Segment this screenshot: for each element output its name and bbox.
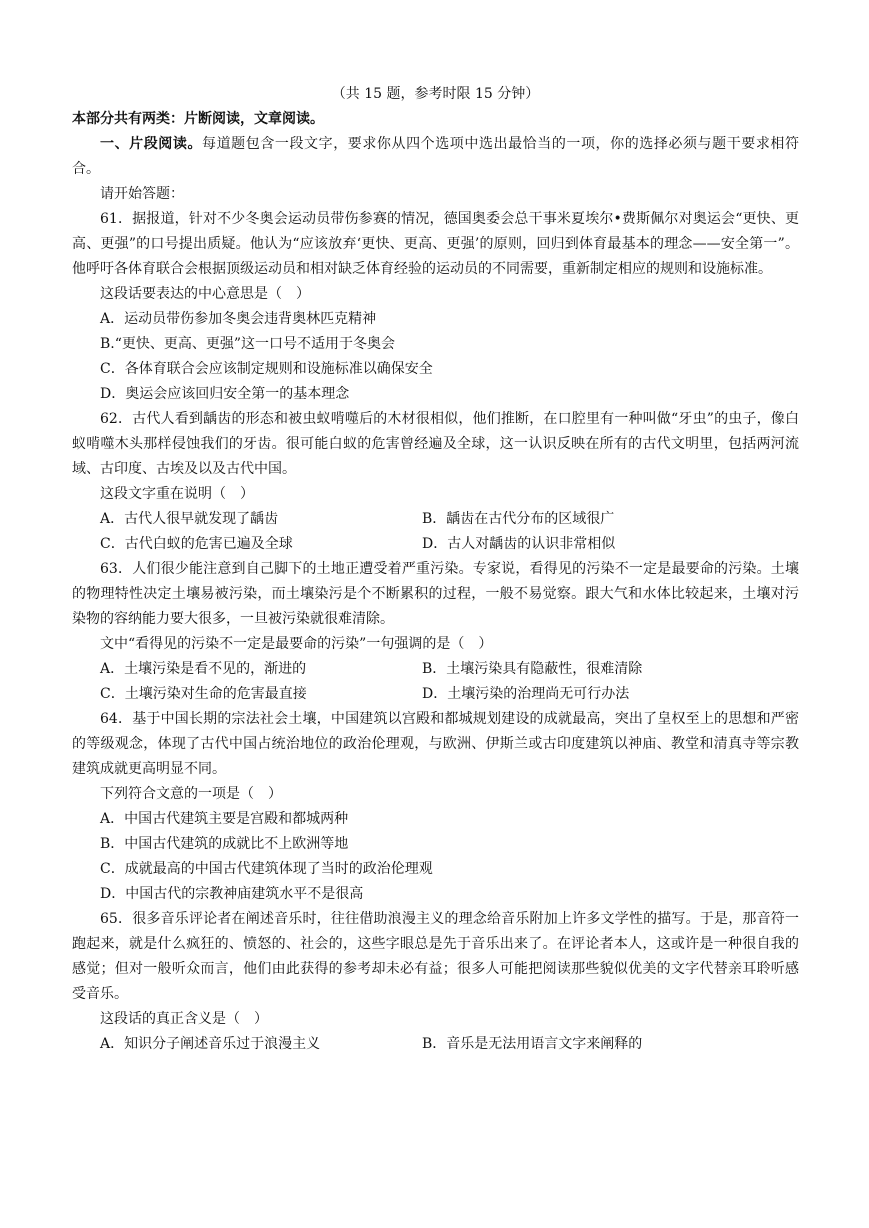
question-63-text: 63．人们很少能注意到自己脚下的土地正遭受着严重污染。专家说，看得见的污染不一定是最要命的污染。土壤的物理特性决定土壤易被污染，而土壤染污是个不断累积的过程，一般不易觉察。跟大气和水体比较起来，土壤对污染物的容纳能力要大很多，一旦被污染就很难清除。 [72, 561, 799, 627]
question-62-option-d: D．古人对龋齿的认识非常相似 [422, 536, 616, 552]
question-62-stem: 这段文字重在说明（ ） [100, 486, 254, 502]
start-prompt: 请开始答题： [100, 186, 184, 202]
question-61-text: 61．据报道，针对不少冬奥会运动员带伤参赛的情况，德国奥委会总干事米夏埃尔•费斯佩尔对奥运会“更快、更高、更强”的口号提出质疑。他认为“应该放弃‘更快、更高、更强’的原则，回归到体育最基本的理念——安全第一”。他呼吁各体育联合会根据顶级运动员和相对缺乏体育经验的运动员的不同需要，重新制定相应的规则和设施标准。 [72, 211, 799, 277]
question-65-options-row-1 [72, 1032, 799, 1057]
question-64-text: 64．基于中国长期的宗法社会土壤，中国建筑以宫殿和都城规划建设的成就最高，突出了皇权至上的思想和严密的等级观念，体现了古代中国占统治地位的政治伦理观，与欧洲、伊斯兰或古印度建筑以神庙、教堂和清真寺等宗教建筑成就更高明显不同。 [72, 711, 799, 777]
part-intro: 本部分共有两类：片断阅读，文章阅读。 [72, 111, 324, 127]
question-61-stem: 这段话要表达的中心意思是（ ） [100, 286, 310, 302]
question-64-option-b: B．中国古代建筑的成就比不上欧洲等地 [100, 836, 349, 852]
question-64-stem: 下列符合文意的一项是（ ） [100, 786, 282, 802]
question-63-options-row-2 [72, 682, 799, 707]
question-63-option-a: A．土壤污染是看不见的，渐进的 [100, 661, 307, 677]
question-63-option-d: D．土壤污染的治理尚无可行办法 [422, 686, 630, 702]
question-65-option-b: B．音乐是无法用语言文字来阐释的 [422, 1036, 643, 1052]
question-65-text: 65．很多音乐评论者在阐述音乐时，往往借助浪漫主义的理念给音乐附加上许多文学性的描写。于是，那音符一跑起来，就是什么疯狂的、愤怒的、社会的，这些字眼总是先于音乐出来了。在评论者本人，这或许是一种很自我的感觉；但对一般听众而言，他们由此获得的参考却未必有益；很多人可能把阅读那些貌似优美的文字代替亲耳聆听感受音乐。 [72, 911, 799, 1002]
document-content [72, 82, 799, 1057]
question-61-option-c: C．各体育联合会应该制定规则和设施标准以确保安全 [100, 361, 433, 377]
question-62-option-b: B．龋齿在古代分布的区域很广 [422, 511, 615, 527]
question-63-option-b: B．土壤污染具有隐蔽性，很难清除 [422, 661, 643, 677]
question-62-text: 62．古代人看到龋齿的形态和被虫蚁啃噬后的木材很相似，他们推断，在口腔里有一种叫做“牙虫”的虫子，像白蚁啃噬木头那样侵蚀我们的牙齿。很可能白蚁的危害曾经遍及全球，这一认识反映在所有的古代文明里，包括两河流域、古印度、古埃及以及古代中国。 [72, 411, 799, 477]
question-62-option-c: C．古代白蚁的危害已遍及全球 [100, 536, 293, 552]
question-62-options-row-1 [72, 507, 799, 532]
question-63-stem: 文中“看得见的污染不一定是最要命的污染”一句强调的是（ ） [100, 636, 493, 652]
question-64-option-a: A．中国古代建筑主要是宫殿和都城两种 [100, 811, 349, 827]
question-63-option-c: C．土壤污染对生命的危害最直接 [100, 686, 307, 702]
question-65-option-a: A．知识分子阐述音乐过于浪漫主义 [100, 1036, 321, 1052]
question-64-option-d: D．中国古代的宗教神庙建筑水平不是很高 [100, 886, 364, 902]
question-62-options-row-2 [72, 532, 799, 557]
section-title: 一、片段阅读。 [100, 136, 203, 152]
exam-header: （共 15 题，参考时限 15 分钟） [331, 86, 540, 102]
question-61-option-d: D．奥运会应该回归安全第一的基本理念 [100, 386, 350, 402]
question-61-option-b: B.“更快、更高、更强”这一口号不适用于冬奥会 [100, 336, 396, 352]
question-61-option-a: A．运动员带伤参加冬奥会违背奥林匹克精神 [100, 311, 377, 327]
question-62-option-a: A．古代人很早就发现了龋齿 [100, 511, 279, 527]
question-65-stem: 这段话的真正含义是（ ） [100, 1011, 268, 1027]
question-63-options-row-1 [72, 657, 799, 682]
section-instructions [72, 132, 799, 182]
section-text: 每道题包含一段文字，要求你从四个选项中选出最恰当的一项，你的选择必须与题干要求相符合。 [72, 136, 800, 177]
question-64-option-c: C．成就最高的中国古代建筑体现了当时的政治伦理观 [100, 861, 433, 877]
